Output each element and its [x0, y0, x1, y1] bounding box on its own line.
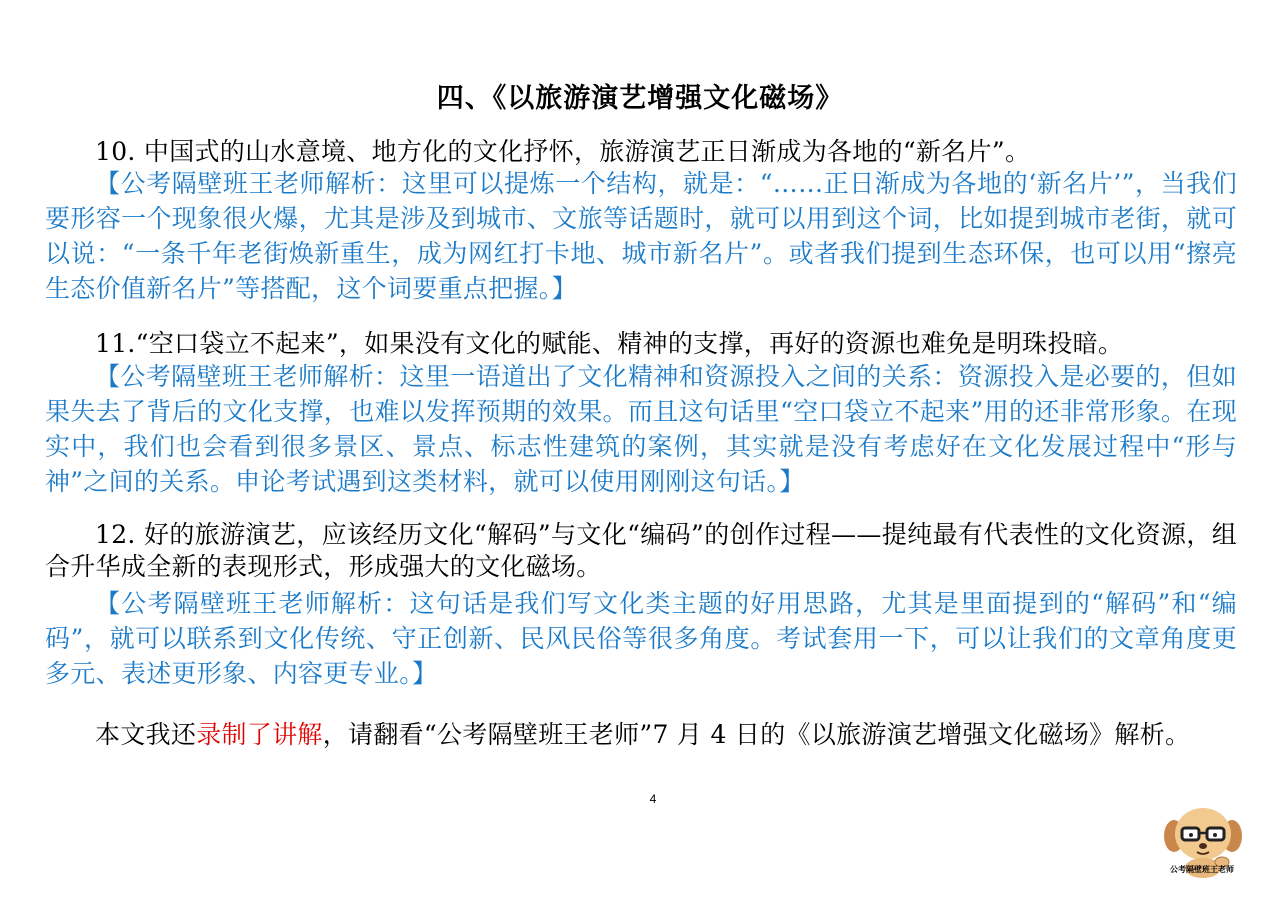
- logo-caption: 公考隔壁班王老师: [1170, 865, 1234, 874]
- item-10-note: 【公考隔壁班王老师解析：这里可以提炼一个结构，就是：“……正日渐成为各地的‘新名片’”，当我们要形容一个现象很火爆，尤其是涉及到城市、文旅等话题时，就可以用到这个词，比如提到城市老街，就可以说：“一条千年老街焕新重生，成为网红打卡地、城市新名片”。或者我们提到生态环保，也可以用“擦亮生态价值新名片”等搭配，这个词要重点把握。】: [45, 169, 1237, 303]
- page-number: 4: [649, 792, 657, 806]
- item-11-note: 【公考隔壁班王老师解析：这里一语道出了文化精神和资源投入之间的关系：资源投入是必要的，但如果失去了背后的文化支撑，也难以发挥预期的效果。而且这句话里“空口袋立不起来”用的还非常形象。在现实中，我们也会看到很多景区、景点、标志性建筑的案例，其实就是没有考虑好在文化发展过程中“形与神”之间的关系。申论考试遇到这类材料，就可以使用刚刚这句话。】: [45, 362, 1237, 496]
- closing-before: 本文我还: [95, 720, 197, 749]
- item-11-text: 11.“空口袋立不起来”，如果没有文化的赋能、精神的支撑，再好的资源也难免是明珠投暗。: [95, 329, 1124, 358]
- item-12-text: 12. 好的旅游演艺，应该经历文化“解码”与文化“编码”的创作过程——提纯最有代表性的文化资源，组合升华成全新的表现形式，形成强大的文化磁场。: [45, 520, 1237, 581]
- closing-after: ，请翻看“公考隔壁班王老师”7 月 4 日的《以旅游演艺增强文化磁场》解析。: [322, 720, 1191, 749]
- closing-highlight: 录制了讲解: [196, 720, 323, 749]
- item-10-text: 10. 中国式的山水意境、地方化的文化抒怀，旅游演艺正日渐成为各地的“新名片”。: [95, 137, 1031, 166]
- item-12-note: 【公考隔壁班王老师解析：这句话是我们写文化类主题的好用思路，尤其是里面提到的“解码”和“编码”，就可以联系到文化传统、守正创新、民风民俗等很多角度。考试套用一下，可以让我们的文章角度更多元、表述更形象、内容更专业。】: [45, 589, 1237, 688]
- closing-paragraph: [45, 719, 1237, 751]
- document-title: 四、《以旅游演艺增强文化磁场》: [436, 83, 844, 114]
